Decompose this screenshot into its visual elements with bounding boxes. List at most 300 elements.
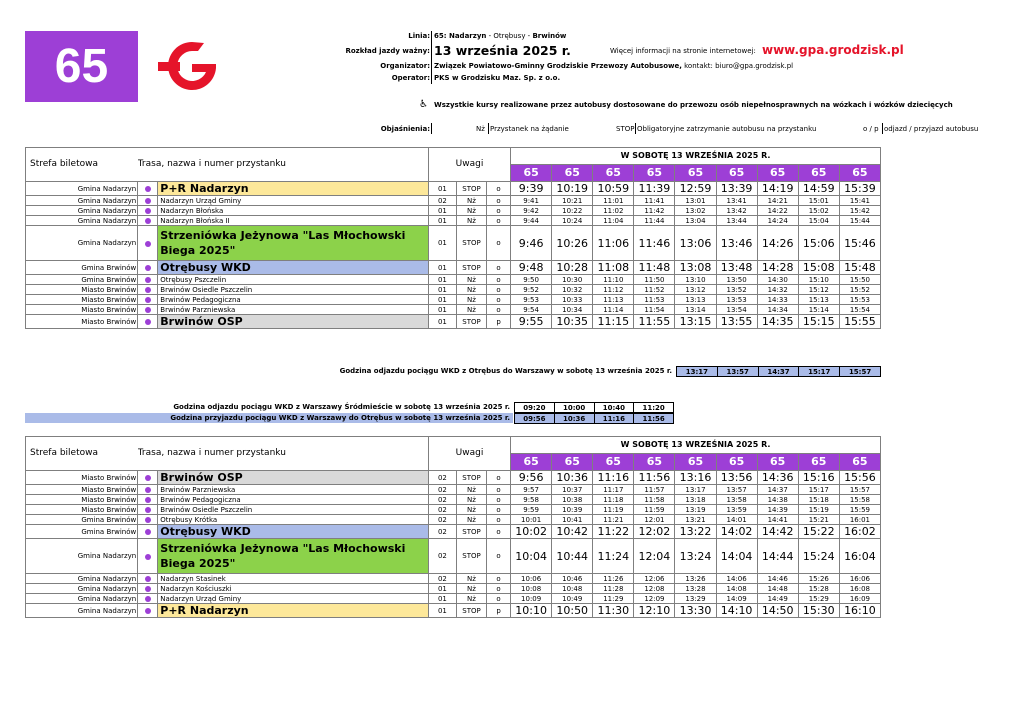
legend-op-sep xyxy=(882,123,883,134)
departure-time: 15:55 xyxy=(839,315,880,329)
table-row xyxy=(26,604,881,618)
departure-time: 13:30 xyxy=(675,604,716,618)
stop-name: Nadarzyn Błońska II xyxy=(158,216,429,226)
departure-time: 16:10 xyxy=(839,604,880,618)
stop-marker xyxy=(138,275,158,285)
departure-time: 14:41 xyxy=(757,515,798,525)
departure-time: 13:18 xyxy=(675,495,716,505)
ticket-zone: Miasto Brwinów xyxy=(26,495,138,505)
stop-dot-icon xyxy=(145,218,151,224)
departure-time: 10:41 xyxy=(552,515,593,525)
departure-time: 15:12 xyxy=(798,285,839,295)
wkd-train-time: 10:40 xyxy=(594,403,634,413)
line-number-badge: 65 xyxy=(25,31,138,102)
table-row xyxy=(26,285,881,295)
departure-time: 14:42 xyxy=(757,525,798,539)
departure-time: 13:54 xyxy=(716,305,757,315)
header-zone: Strefa biletowa xyxy=(26,437,138,471)
departure-time: 14:33 xyxy=(757,295,798,305)
stop-type: STOP xyxy=(456,539,486,574)
stop-number: 01 xyxy=(428,261,456,275)
stop-type: Nż xyxy=(456,216,486,226)
stop-name: Brwinów Parzniewska xyxy=(158,305,429,315)
departure-time: 11:06 xyxy=(593,226,634,261)
table-row xyxy=(26,196,881,206)
departure-time: 11:29 xyxy=(593,594,634,604)
departure-time: 13:10 xyxy=(675,275,716,285)
departure-time: 14:19 xyxy=(757,182,798,196)
stop-number: 02 xyxy=(428,485,456,495)
label-organizator: Organizator: xyxy=(380,62,430,70)
departure-time: 11:52 xyxy=(634,285,675,295)
departure-time: 11:13 xyxy=(593,295,634,305)
stop-type: Nż xyxy=(456,584,486,594)
departure-time: 14:08 xyxy=(716,584,757,594)
departure-time: 13:58 xyxy=(716,495,757,505)
stop-type: Nż xyxy=(456,206,486,216)
departure-time: 14:01 xyxy=(716,515,757,525)
departure-time: 9:59 xyxy=(511,505,552,515)
departure-time: 15:54 xyxy=(839,305,880,315)
departure-time: 11:56 xyxy=(634,471,675,485)
departure-time: 13:42 xyxy=(716,206,757,216)
table-row xyxy=(26,525,881,539)
departure-time: 13:26 xyxy=(675,574,716,584)
departure-time: 14:35 xyxy=(757,315,798,329)
departure-time: 9:42 xyxy=(511,206,552,216)
stop-dot-icon xyxy=(145,554,151,560)
departure-time: 15:14 xyxy=(798,305,839,315)
departure-time: 13:39 xyxy=(716,182,757,196)
legend-stop-code: STOP xyxy=(616,125,635,133)
stop-number: 02 xyxy=(428,495,456,505)
gpa-logo-icon xyxy=(158,38,226,95)
departure-time: 16:04 xyxy=(839,539,880,574)
departure-time: 9:58 xyxy=(511,495,552,505)
departure-arrival: o xyxy=(487,539,511,574)
stop-type: STOP xyxy=(456,604,486,618)
stop-name: Strzeniówka Jeżynowa "Las Młochowski Biega 2025" xyxy=(158,226,429,261)
stop-name: Brwinów OSP xyxy=(158,471,429,485)
departure-time: 13:52 xyxy=(716,285,757,295)
stop-name: Strzeniówka Jeżynowa "Las Młochowski Biega 2025" xyxy=(158,539,429,574)
departure-time: 9:52 xyxy=(511,285,552,295)
departure-time: 12:04 xyxy=(634,539,675,574)
stop-dot-icon xyxy=(145,265,151,271)
stop-number: 01 xyxy=(428,295,456,305)
departure-time: 10:34 xyxy=(552,305,593,315)
stop-number: 01 xyxy=(428,206,456,216)
stop-name: Nadarzyn Błońska xyxy=(158,206,429,216)
departure-time: 15:58 xyxy=(839,495,880,505)
departure-time: 15:57 xyxy=(839,485,880,495)
departure-time: 11:02 xyxy=(593,206,634,216)
ticket-zone: Gmina Nadarzyn xyxy=(26,206,138,216)
wkd-arrival-otrebusy-times xyxy=(514,413,674,424)
timetable-outbound-body xyxy=(26,148,881,329)
line-number-header: 65 xyxy=(757,454,798,471)
table-row xyxy=(26,216,881,226)
departure-time: 11:10 xyxy=(593,275,634,285)
stop-type: STOP xyxy=(456,315,486,329)
ticket-zone: Gmina Nadarzyn xyxy=(26,584,138,594)
stop-dot-icon xyxy=(145,277,151,283)
departure-time: 12:59 xyxy=(675,182,716,196)
label-objasnienia: Objaśnienia: xyxy=(380,125,430,133)
departure-time: 9:46 xyxy=(511,226,552,261)
departure-time: 13:44 xyxy=(716,216,757,226)
stop-name: Nadarzyn Stasinek xyxy=(158,574,429,584)
departure-time: 14:02 xyxy=(716,525,757,539)
departure-time: 10:08 xyxy=(511,584,552,594)
departure-time: 13:17 xyxy=(675,485,716,495)
wkd-departure-otrebusy-times xyxy=(676,366,881,377)
stop-number: 02 xyxy=(428,515,456,525)
departure-time: 12:02 xyxy=(634,525,675,539)
departure-time: 15:04 xyxy=(798,216,839,226)
departure-time: 10:49 xyxy=(552,594,593,604)
wkd-train-time: 11:16 xyxy=(594,414,634,424)
ticket-zone: Gmina Nadarzyn xyxy=(26,539,138,574)
departure-time: 13:50 xyxy=(716,275,757,285)
departure-time: 12:06 xyxy=(634,574,675,584)
departure-time: 13:41 xyxy=(716,196,757,206)
table-row xyxy=(26,574,881,584)
stop-number: 02 xyxy=(428,196,456,206)
departure-time: 15:22 xyxy=(798,525,839,539)
ticket-zone: Gmina Brwinów xyxy=(26,261,138,275)
departure-time: 11:46 xyxy=(634,226,675,261)
wkd-train-time: 10:00 xyxy=(554,403,594,413)
line-number-header: 65 xyxy=(798,454,839,471)
departure-arrival: o xyxy=(487,305,511,315)
line-number-header: 65 xyxy=(798,165,839,182)
departure-time: 13:22 xyxy=(675,525,716,539)
stop-number: 02 xyxy=(428,525,456,539)
departure-time: 14:26 xyxy=(757,226,798,261)
valid-date: 13 września 2025 r. xyxy=(434,43,571,58)
stop-dot-icon xyxy=(145,319,151,325)
stop-number: 01 xyxy=(428,604,456,618)
departure-time: 10:10 xyxy=(511,604,552,618)
departure-arrival: o xyxy=(487,505,511,515)
departure-time: 11:39 xyxy=(634,182,675,196)
stop-marker xyxy=(138,285,158,295)
header-zone: Strefa biletowa xyxy=(26,148,138,182)
table-row xyxy=(26,485,881,495)
departure-time: 14:09 xyxy=(716,594,757,604)
stop-dot-icon xyxy=(145,241,151,247)
stop-type: Nż xyxy=(456,515,486,525)
departure-time: 16:06 xyxy=(839,574,880,584)
departure-arrival: o xyxy=(487,574,511,584)
line-number-header: 65 xyxy=(593,454,634,471)
departure-time: 11:30 xyxy=(593,604,634,618)
ticket-zone: Gmina Brwinów xyxy=(26,515,138,525)
departure-time: 14:48 xyxy=(757,584,798,594)
wkd-departure-otrebusy-label: Godzina odjazdu pociągu WKD z Otrębus do Warszawy w sobotę 13 września 2025 r. xyxy=(339,367,672,375)
departure-time: 10:42 xyxy=(552,525,593,539)
stop-marker xyxy=(138,182,158,196)
departure-time: 10:44 xyxy=(552,539,593,574)
departure-time: 16:08 xyxy=(839,584,880,594)
stop-number: 02 xyxy=(428,471,456,485)
departure-time: 15:21 xyxy=(798,515,839,525)
stop-marker xyxy=(138,505,158,515)
departure-time: 10:59 xyxy=(593,182,634,196)
departure-time: 11:50 xyxy=(634,275,675,285)
legend-stop-sep xyxy=(635,123,636,134)
departure-arrival: o xyxy=(487,295,511,305)
timetable-return xyxy=(25,436,881,618)
departure-time: 10:38 xyxy=(552,495,593,505)
departure-time: 13:46 xyxy=(716,226,757,261)
timetable-return-body xyxy=(26,437,881,618)
stop-marker xyxy=(138,515,158,525)
stop-dot-icon xyxy=(145,487,151,493)
departure-time: 14:50 xyxy=(757,604,798,618)
stop-dot-icon xyxy=(145,287,151,293)
departure-time: 10:50 xyxy=(552,604,593,618)
ticket-zone: Gmina Nadarzyn xyxy=(26,196,138,206)
stop-marker xyxy=(138,315,158,329)
stop-number: 01 xyxy=(428,226,456,261)
departure-arrival: o xyxy=(487,594,511,604)
table-row xyxy=(26,594,881,604)
departure-time: 10:06 xyxy=(511,574,552,584)
operator-name: PKS w Grodzisku Maz. Sp. z o.o. xyxy=(434,74,561,82)
table-row xyxy=(26,206,881,216)
departure-time: 14:10 xyxy=(716,604,757,618)
departure-time: 11:41 xyxy=(634,196,675,206)
departure-time: 15:48 xyxy=(839,261,880,275)
wkd-departure-warsaw-times xyxy=(514,402,674,413)
departure-time: 13:56 xyxy=(716,471,757,485)
ticket-zone: Miasto Brwinów xyxy=(26,285,138,295)
departure-time: 15:18 xyxy=(798,495,839,505)
header-notes: Uwagi xyxy=(428,148,510,182)
departure-time: 15:02 xyxy=(798,206,839,216)
stop-name: P+R Nadarzyn xyxy=(158,182,429,196)
stop-number: 01 xyxy=(428,305,456,315)
stop-marker xyxy=(138,485,158,495)
stop-dot-icon xyxy=(145,497,151,503)
departure-time: 14:49 xyxy=(757,594,798,604)
departure-time: 14:28 xyxy=(757,261,798,275)
departure-time: 11:26 xyxy=(593,574,634,584)
departure-arrival: p xyxy=(487,604,511,618)
departure-time: 11:24 xyxy=(593,539,634,574)
line-number-header: 65 xyxy=(511,165,552,182)
departure-time: 15:46 xyxy=(839,226,880,261)
departure-time: 15:30 xyxy=(798,604,839,618)
departure-time: 14:30 xyxy=(757,275,798,285)
stop-name: Brwinów Osiedle Pszczelin xyxy=(158,505,429,515)
departure-time: 10:24 xyxy=(552,216,593,226)
stop-marker xyxy=(138,525,158,539)
table-row xyxy=(26,305,881,315)
departure-time: 9:53 xyxy=(511,295,552,305)
stop-name: Otrębusy WKD xyxy=(158,261,429,275)
stop-marker xyxy=(138,604,158,618)
departure-time: 12:08 xyxy=(634,584,675,594)
stop-type: Nż xyxy=(456,305,486,315)
departure-arrival: o xyxy=(487,471,511,485)
departure-time: 13:28 xyxy=(675,584,716,594)
departure-time: 11:44 xyxy=(634,216,675,226)
departure-time: 15:41 xyxy=(839,196,880,206)
organizer xyxy=(434,62,793,71)
stop-number: 01 xyxy=(428,584,456,594)
stop-dot-icon xyxy=(145,529,151,535)
departure-time: 14:59 xyxy=(798,182,839,196)
header-notes: Uwagi xyxy=(428,437,510,471)
header-route: Trasa, nazwa i numer przystanku xyxy=(138,437,429,471)
departure-time: 10:33 xyxy=(552,295,593,305)
departure-time: 10:48 xyxy=(552,584,593,594)
table-row xyxy=(26,315,881,329)
wkd-train-time: 13:57 xyxy=(717,367,758,377)
stop-type: STOP xyxy=(456,471,486,485)
departure-time: 14:21 xyxy=(757,196,798,206)
departure-time: 9:39 xyxy=(511,182,552,196)
departure-time: 13:16 xyxy=(675,471,716,485)
stop-name: Brwinów Pedagogiczna xyxy=(158,295,429,305)
departure-time: 11:08 xyxy=(593,261,634,275)
departure-time: 10:02 xyxy=(511,525,552,539)
line-number-header: 65 xyxy=(675,454,716,471)
departure-time: 15:19 xyxy=(798,505,839,515)
stop-number: 01 xyxy=(428,315,456,329)
stop-name: Otrębusy WKD xyxy=(158,525,429,539)
stop-number: 02 xyxy=(428,539,456,574)
ticket-zone: Gmina Nadarzyn xyxy=(26,226,138,261)
table-row xyxy=(26,471,881,485)
label-linia: Linia: xyxy=(408,32,430,40)
stop-name: Brwinów OSP xyxy=(158,315,429,329)
ticket-zone: Miasto Brwinów xyxy=(26,485,138,495)
stop-dot-icon xyxy=(145,507,151,513)
wheelchair-icon: ♿ xyxy=(419,99,428,110)
stop-marker xyxy=(138,226,158,261)
departure-time: 11:58 xyxy=(634,495,675,505)
departure-arrival: o xyxy=(487,485,511,495)
accessibility-note: Wszystkie kursy realizowane przez autobusy dostosowane do przewozu osób niepełnosprawnych na wózkach i wózków dziecięcych xyxy=(434,101,953,109)
stop-marker xyxy=(138,305,158,315)
departure-time: 9:41 xyxy=(511,196,552,206)
stop-name: Otrębusy Krótka xyxy=(158,515,429,525)
line-number-header: 65 xyxy=(839,454,880,471)
stop-dot-icon xyxy=(145,475,151,481)
line-number-header: 65 xyxy=(593,165,634,182)
departure-time: 11:28 xyxy=(593,584,634,594)
departure-time: 15:26 xyxy=(798,574,839,584)
wkd-train-time: 11:56 xyxy=(634,414,674,424)
departure-time: 15:10 xyxy=(798,275,839,285)
ticket-zone: Gmina Nadarzyn xyxy=(26,604,138,618)
departure-time: 9:44 xyxy=(511,216,552,226)
departure-time: 15:56 xyxy=(839,471,880,485)
stop-marker xyxy=(138,196,158,206)
departure-arrival: o xyxy=(487,206,511,216)
stop-type: Nż xyxy=(456,275,486,285)
stop-type: Nż xyxy=(456,485,486,495)
departure-time: 16:02 xyxy=(839,525,880,539)
departure-time: 13:06 xyxy=(675,226,716,261)
stop-type: STOP xyxy=(456,525,486,539)
stop-dot-icon xyxy=(145,186,151,192)
departure-time: 13:48 xyxy=(716,261,757,275)
stop-name: P+R Nadarzyn xyxy=(158,604,429,618)
departure-time: 13:08 xyxy=(675,261,716,275)
departure-time: 15:59 xyxy=(839,505,880,515)
stop-marker xyxy=(138,471,158,485)
stop-marker xyxy=(138,295,158,305)
line-number-header: 65 xyxy=(634,454,675,471)
route-start: 65: Nadarzyn xyxy=(434,32,487,40)
departure-time: 14:37 xyxy=(757,485,798,495)
departure-time: 15:42 xyxy=(839,206,880,216)
line-number-header: 65 xyxy=(511,454,552,471)
departure-time: 13:15 xyxy=(675,315,716,329)
departure-time: 15:16 xyxy=(798,471,839,485)
stop-name: Brwinów Osiedle Pszczelin xyxy=(158,285,429,295)
departure-time: 13:59 xyxy=(716,505,757,515)
line-number-header: 65 xyxy=(552,165,593,182)
departure-time: 13:13 xyxy=(675,295,716,305)
wkd-train-time: 15:17 xyxy=(799,367,840,377)
departure-time: 15:44 xyxy=(839,216,880,226)
stop-dot-icon xyxy=(145,576,151,582)
stop-marker xyxy=(138,216,158,226)
wkd-departure-warsaw-label: Godzina odjazdu pociągu WKD z Warszawy Śródmieście w sobotę 13 września 2025 r. xyxy=(173,403,510,411)
departure-time: 11:16 xyxy=(593,471,634,485)
departure-time: 13:53 xyxy=(716,295,757,305)
departure-arrival: p xyxy=(487,315,511,329)
stop-type: Nż xyxy=(456,505,486,515)
departure-time: 10:01 xyxy=(511,515,552,525)
departure-time: 13:14 xyxy=(675,305,716,315)
departure-time: 11:01 xyxy=(593,196,634,206)
stop-type: Nż xyxy=(456,295,486,305)
table-row xyxy=(26,515,881,525)
stop-number: 01 xyxy=(428,182,456,196)
website-link[interactable]: www.gpa.grodzisk.pl xyxy=(762,43,904,57)
departure-time: 10:04 xyxy=(511,539,552,574)
departure-time: 9:56 xyxy=(511,471,552,485)
departure-time: 14:06 xyxy=(716,574,757,584)
departure-time: 9:55 xyxy=(511,315,552,329)
stop-dot-icon xyxy=(145,586,151,592)
departure-time: 15:29 xyxy=(798,594,839,604)
departure-time: 11:59 xyxy=(634,505,675,515)
stop-dot-icon xyxy=(145,596,151,602)
wkd-train-time: 11:20 xyxy=(634,403,674,413)
departure-time: 9:54 xyxy=(511,305,552,315)
departure-arrival: o xyxy=(487,584,511,594)
departure-time: 12:09 xyxy=(634,594,675,604)
departure-time: 10:21 xyxy=(552,196,593,206)
departure-time: 14:04 xyxy=(716,539,757,574)
departure-time: 14:34 xyxy=(757,305,798,315)
route-mid: - Otrębusy - xyxy=(486,32,533,40)
stop-type: STOP xyxy=(456,261,486,275)
legend-nz-code: Nż xyxy=(476,125,485,133)
header-saturday: W SOBOTĘ 13 WRZEŚNIA 2025 R. xyxy=(511,437,881,454)
stop-number: 01 xyxy=(428,594,456,604)
departure-time: 11:14 xyxy=(593,305,634,315)
table-row xyxy=(26,226,881,261)
